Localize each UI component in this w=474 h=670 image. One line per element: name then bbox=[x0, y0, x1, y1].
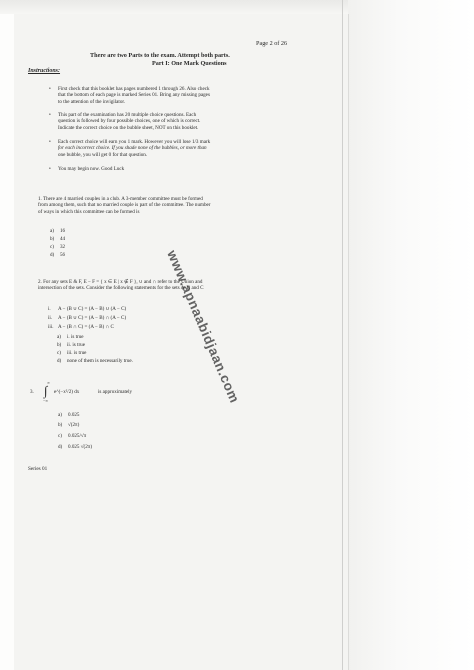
question-1-option-c: c) 32 bbox=[50, 244, 66, 250]
integral-icon: ∫ bbox=[44, 383, 48, 398]
page-edge-line bbox=[342, 0, 343, 670]
question-3-option-c: c) 0.025/√π bbox=[58, 433, 87, 439]
integrand: e^(−x²/2) dx bbox=[54, 389, 80, 395]
question-1-option-a: a) 16 bbox=[50, 228, 66, 234]
instruction-item: • You may begin now. Good Luck bbox=[49, 166, 125, 172]
question-2-option-a: a) i. is true bbox=[57, 334, 84, 340]
exam-header: There are two Parts to the exam. Attempt both parts. bbox=[90, 52, 230, 59]
question-3-option-d: d) 0.025 √(2π) bbox=[58, 444, 93, 450]
question-2-statement-iii: iii. A − (B ∩ C) = (A − B) ∩ C bbox=[48, 324, 114, 330]
watermark-text: www.apnaabidjaan.com bbox=[164, 248, 243, 406]
integral-lower-limit: −∞ bbox=[43, 398, 49, 403]
page-number: Page 2 of 26 bbox=[256, 40, 288, 47]
question-2-option-c: c) iii. is true bbox=[57, 350, 87, 356]
bullet-icon: • bbox=[49, 112, 51, 118]
series-footer: Series 01 bbox=[28, 466, 48, 472]
question-2-text: 2. For any sets E & F, E − F = { x ∈ E | x ∉ F }, ∪ and ∩ refer to the Union and intersection of the sets. Consider the following statements for the sets A, B and C bbox=[38, 279, 204, 292]
integral-upper-limit: ∞ bbox=[47, 380, 50, 385]
question-3-text: is approximately bbox=[98, 389, 133, 395]
question-2-option-d: d) none of them is necessarily true. bbox=[57, 358, 133, 364]
instruction-item: • Each correct choice will earn you 1 mark. However you will lose 1/3 mark for each incorrect choice. If you shade none of the bubbles, or more than one bubble, you will get 0 for that question. bbox=[49, 139, 211, 158]
question-3-option-b: b) √(2π) bbox=[58, 422, 80, 428]
bullet-icon: • bbox=[49, 139, 51, 145]
question-2-option-b: b) ii. is true bbox=[57, 342, 85, 348]
question-1-option-d: d) 56 bbox=[50, 252, 66, 258]
question-2-statement-i: i. A − (B ∪ C) = (A − B) ∪ (A − C) bbox=[48, 306, 127, 312]
instruction-item: • First check that this booklet has pages numbered 1 through 26. Also check that the bottom of each page is marked Series 01. Bring any missing pages to the attention of the invigilator. bbox=[49, 86, 210, 105]
part-title: Part I: One Mark Questions bbox=[152, 60, 227, 67]
question-1-option-b: b) 44 bbox=[50, 236, 66, 242]
question-1-text: 1. There are 4 married couples in a club. A 3-member committee must be formed from among them, such that no married couple is part of the committee. The number of ways in which this committee can be formed is bbox=[38, 196, 211, 215]
question-3-number: 3. bbox=[30, 389, 34, 395]
bullet-icon: • bbox=[49, 86, 51, 92]
bullet-icon: • bbox=[49, 166, 51, 172]
instructions-label: Instructions: bbox=[28, 68, 61, 74]
scan-margin-right bbox=[348, 0, 474, 670]
question-2-statement-ii: ii. A − (B ∪ C) = (A − B) ∩ (A − C) bbox=[48, 315, 127, 321]
instruction-item: • This part of the examination has 20 multiple choice questions. Each question is followed by four possible choices, one of which is correct. Indicate the correct choice on the bubble sheet, NOT on this booklet. bbox=[49, 112, 201, 131]
question-3-option-a: a) 0.025 bbox=[58, 412, 80, 418]
